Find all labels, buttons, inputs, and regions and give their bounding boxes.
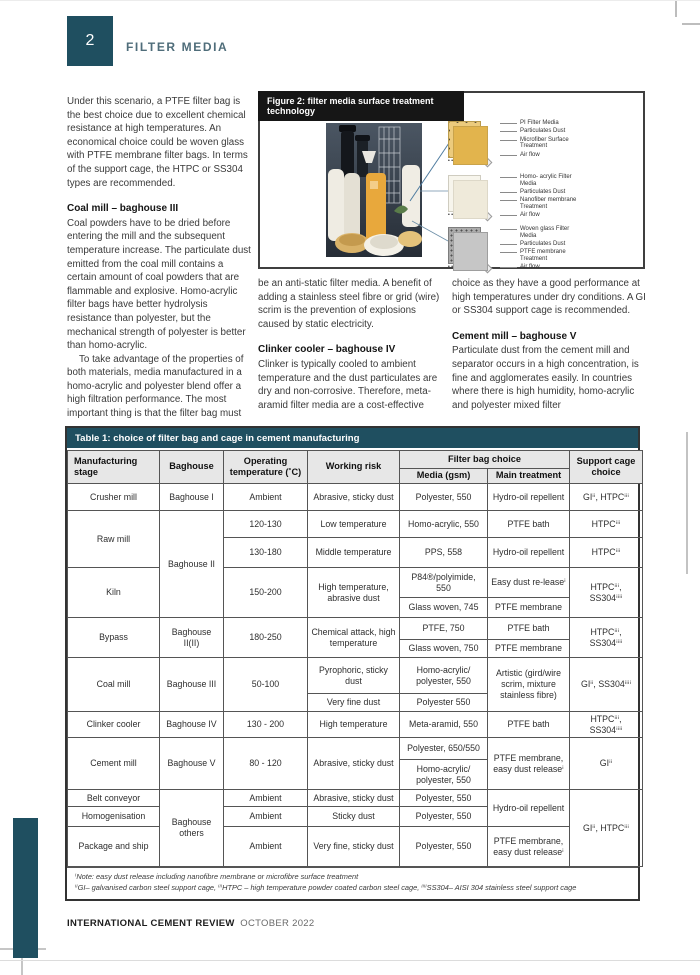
figure-2 (258, 91, 645, 269)
table-cell: GIⁱⁱ, HTPCⁱⁱⁱ (570, 484, 643, 511)
leader-line (500, 215, 517, 216)
table-cell: PTFE bath (488, 712, 570, 738)
table-cell: Baghouse III (160, 658, 224, 712)
figure-label (500, 264, 642, 271)
figure-label-text: PTFE membrane Treatment (520, 249, 566, 263)
col-header-filter-bag-choice: Filter bag choice (400, 451, 570, 469)
table-cell: PTFE membrane (488, 598, 570, 618)
table-cell: Polyester, 550 (400, 807, 488, 827)
table-row (68, 790, 643, 807)
table-cell: PTFE membrane, easy dust releaseⁱ (488, 738, 570, 790)
article-column-1 (67, 95, 253, 421)
figure-label (500, 212, 642, 219)
figure-label-text: Particulates Dust (520, 128, 566, 135)
crop-mark-top-right-h (682, 23, 700, 25)
page-number-box (67, 16, 113, 66)
figure-label-text: Particulates Dust (520, 189, 566, 196)
figure-label-text: PI Filter Media (520, 120, 559, 126)
figure-label-text: Air flow (520, 151, 540, 158)
table-cell: Abrasive, sticky dust (308, 738, 400, 790)
table-cell: Hydro-oil repellent (488, 790, 570, 827)
subheading-cement-mill: Cement mill – baghouse V (452, 330, 577, 342)
col-header-manufacturing-stage: Manufacturing stage (68, 451, 160, 484)
leader-line (500, 140, 517, 141)
table-cell: 130 - 200 (224, 712, 308, 738)
figure-label-text: Air flow (520, 212, 540, 219)
table-cell: Chemical attack, high temperature (308, 618, 400, 658)
leader-line (500, 200, 517, 201)
paragraph: Clinker is typically cooled to ambient temperature and the dust particulates are dry and non-corrosive. Therefore, meta-aramid filter media are a cost-effective (258, 358, 438, 411)
table-cell: Baghouse II(II) (160, 618, 224, 658)
table-cell: Baghouse IV (160, 712, 224, 738)
col-header-working-risk: Working risk (308, 451, 400, 484)
table-cell: Ambient (224, 484, 308, 511)
table-cell: Hydro-oil repellent (488, 484, 570, 511)
table-cell: Homo-acrylic/ polyester, 550 (400, 760, 488, 790)
figure-label (500, 174, 642, 188)
teal-side-bar (13, 818, 38, 958)
table-cell: Polyester, 650/550 (400, 738, 488, 760)
footnote-line: ⁱⁱGI– galvanised carbon steel support cage, ⁱⁱⁱHTPC – high temperature powder coated carbon steel cage, ⁱⁱⁱⁱSS304– AISI 304 stainless steel support cage (75, 882, 577, 892)
table-head (68, 451, 643, 484)
figure-label (500, 120, 642, 127)
footnote-line: ⁱNote: easy dust release including nanofibre membrane or microfibre surface treatment (75, 872, 359, 881)
table-cell: P84®/polyimide, 550 (400, 568, 488, 598)
section-title: FILTER MEDIA (126, 40, 229, 54)
figure-label-text: Air flow (520, 264, 540, 271)
table-cell: Sticky dust (308, 807, 400, 827)
table-cell: Bypass (68, 618, 160, 658)
subheading-clinker-cooler: Clinker cooler – baghouse IV (258, 344, 396, 356)
table-cell: GIⁱⁱ (570, 738, 643, 790)
paragraph: Particulate dust from the cement mill and separator occurs in a high concentration, is fine and agglomerates easily. In countries where there is high humidity, homo-acrylic and polyester mixed filter (452, 345, 639, 411)
table-cell: Baghouse I (160, 484, 224, 511)
issue-date: OCTOBER 2022 (240, 918, 315, 929)
crop-mark-top-right-v (675, 1, 677, 17)
col-header-baghouse: Baghouse (160, 451, 224, 484)
article-column-3 (452, 277, 646, 412)
col-header-media-gsm: Media (gsm) (400, 469, 488, 484)
homo-acrylic-swatch (448, 175, 481, 212)
table-cell: Coal mill (68, 658, 160, 712)
table-cell: Abrasive, sticky dust (308, 484, 400, 511)
leader-line (500, 252, 517, 253)
table-row (68, 618, 643, 640)
col-header-main-treatment: Main treatment (488, 469, 570, 484)
table-1 (65, 426, 640, 901)
table-cell: 50-100 (224, 658, 308, 712)
diagram-labels (500, 174, 642, 219)
diagram-labels (500, 120, 642, 158)
table-cell: Very fine dust (308, 694, 400, 712)
right-edge-rule (686, 432, 688, 574)
figure-label (500, 128, 642, 135)
table-cell: Homo-acrylic, 550 (400, 511, 488, 538)
table-cell: High temperature, abrasive dust (308, 568, 400, 618)
table-cell: GIⁱⁱ, HTPCⁱⁱⁱ (570, 790, 643, 867)
table-cell: PTFE membrane, easy dust releaseⁱ (488, 827, 570, 867)
table-cell: Very fine, sticky dust (308, 827, 400, 867)
leader-line (500, 177, 517, 178)
col-header-support-cage-choice: Support cage choice (570, 451, 643, 484)
article-column-2 (258, 277, 446, 412)
table-cell: Baghouse II (160, 511, 224, 618)
figure-label-text: Homo- acrylic Filter Media (520, 174, 572, 187)
table-cell: Crusher mill (68, 484, 160, 511)
leader-line (500, 155, 517, 156)
subheading-coal-mill: Coal mill – baghouse III (67, 203, 179, 215)
table-cell: Baghouse others (160, 790, 224, 867)
table-cell: Raw mill (68, 511, 160, 568)
paragraph: Under this scenario, a PTFE filter bag is the best choice due to excellent chemical resistance at high temperatures. An economical choice could be woven glass with PTFE membrane filter bags. In terms of the support cage, the HTPC or SS304 types are recommended. (67, 96, 248, 189)
leader-line (500, 131, 517, 132)
table-cell: PTFE, 750 (400, 618, 488, 640)
table-cell: PPS, 558 (400, 538, 488, 568)
figure-label (500, 137, 642, 151)
magazine-name: INTERNATIONAL CEMENT REVIEW (67, 918, 235, 929)
table-cell: PTFE bath (488, 618, 570, 640)
table-cell: PTFE membrane (488, 640, 570, 658)
table-cell: HTPCⁱⁱⁱ (570, 538, 643, 568)
table-cell: Hydro-oil repellent (488, 538, 570, 568)
diagram-labels (500, 226, 642, 271)
table-cell: Clinker cooler (68, 712, 160, 738)
woven-glass-swatch (448, 227, 481, 264)
figure-label (500, 152, 642, 159)
figure-label-text: Nanofiber membrane Treatment (520, 197, 577, 211)
figure-label-text: Microfiber Surface Treatment (520, 136, 569, 150)
table-cell: Low temperature (308, 511, 400, 538)
table-row (68, 712, 643, 738)
table-cell: Pyrophoric, sticky dust (308, 658, 400, 694)
table-cell: 120-130 (224, 511, 308, 538)
table-cell: GIⁱⁱ, SS304ⁱⁱⁱⁱ (570, 658, 643, 712)
table-cell: HTPCⁱⁱⁱ, SS304ⁱⁱⁱⁱ (570, 712, 643, 738)
table-row (68, 738, 643, 760)
table-cell: Glass woven, 750 (400, 640, 488, 658)
table-cell: PTFE bath (488, 511, 570, 538)
table-cell: Abrasive, sticky dust (308, 790, 400, 807)
table-cell: 130-180 (224, 538, 308, 568)
table-row (68, 484, 643, 511)
paragraph: choice as they have a good performance at high temperatures under dry conditions. A GI or SS304 support cage is recommended. (452, 278, 646, 317)
table-grid (67, 450, 643, 867)
table-cell: Easy dust re-leaseⁱ (488, 568, 570, 598)
figure-label (500, 249, 642, 263)
figure-label (500, 226, 642, 240)
table-cell: Kiln (68, 568, 160, 618)
table-cell: Middle temperature (308, 538, 400, 568)
page-bottom-rule (0, 960, 700, 961)
leader-line (500, 229, 517, 230)
table-row (68, 511, 643, 538)
table-cell: HTPCⁱⁱⁱ, SS304ⁱⁱⁱⁱ (570, 618, 643, 658)
pi-media-swatch (448, 121, 481, 158)
table-cell: HTPCⁱⁱⁱ (570, 511, 643, 538)
leader-line (500, 244, 517, 245)
figure-label (500, 197, 642, 211)
figure-caption: Figure 2: filter media surface treatment technology (258, 91, 464, 121)
table-footnotes (67, 867, 638, 899)
paragraph: Coal powders have to be dried before entering the mill and the subsequent temperature increase. The particulate dust emitted from the coal mill contains a certain amount of coal powders that are flammable and explosive. Homo-acrylic filter bags have better hydrolysis resistance than polyester, but the mechanical strength of polyester is better than homo-acrylic. (67, 217, 251, 352)
table-cell: Glass woven, 745 (400, 598, 488, 618)
paragraph: be an anti-static filter media. A benefit of adding a stainless steel fibre or grid (wire) scrim is the prevention of explosions caused by static electricity. (258, 278, 440, 330)
table-cell: Homogenisation (68, 807, 160, 827)
table-cell: Polyester, 550 (400, 790, 488, 807)
table-title: Table 1: choice of filter bag and cage in cement manufacturing (67, 428, 638, 448)
table-cell: HTPCⁱⁱⁱ, SS304ⁱⁱⁱⁱ (570, 568, 643, 618)
leader-line (500, 192, 517, 193)
table-cell: Ambient (224, 790, 308, 807)
figure-label (500, 189, 642, 196)
table-cell: Meta-aramid, 550 (400, 712, 488, 738)
figure-label (500, 241, 642, 248)
page-footer (67, 918, 314, 929)
table-cell: 180-250 (224, 618, 308, 658)
table-cell: 80 - 120 (224, 738, 308, 790)
page-number: 2 (85, 32, 95, 49)
table-cell: Ambient (224, 807, 308, 827)
table-cell: Package and ship (68, 827, 160, 867)
table-cell: Cement mill (68, 738, 160, 790)
table-cell: Homo-acrylic/ polyester, 550 (400, 658, 488, 694)
table-row (68, 568, 643, 598)
table-row (68, 658, 643, 694)
table-header-row (68, 451, 643, 469)
table-cell: Belt conveyor (68, 790, 160, 807)
table-cell: Polyester, 550 (400, 827, 488, 867)
table-row (68, 827, 643, 867)
table-cell: Polyester, 550 (400, 484, 488, 511)
figure-label-text: Particulates Dust (520, 241, 566, 248)
paragraph: To take advantage of the properties of both materials, media manufactured in a homo-acrylic and polyester blend offer a high filtration performance. The most important thing is that the filter bag must (67, 353, 244, 420)
leader-line (500, 267, 517, 268)
table-cell: Baghouse V (160, 738, 224, 790)
table-cell: High temperature (308, 712, 400, 738)
table1-body (68, 484, 643, 867)
table-cell: 150-200 (224, 568, 308, 618)
figure-label-text: Woven glass Filter Media (520, 226, 570, 239)
table-cell: Artistic (gird/wire scrim, mixture stainless fibre) (488, 658, 570, 712)
table-cell: Polyester 550 (400, 694, 488, 712)
col-header-operating-temperature: Operating temperature (˚C) (224, 451, 308, 484)
leader-line (500, 123, 517, 124)
table-cell: Ambient (224, 827, 308, 867)
